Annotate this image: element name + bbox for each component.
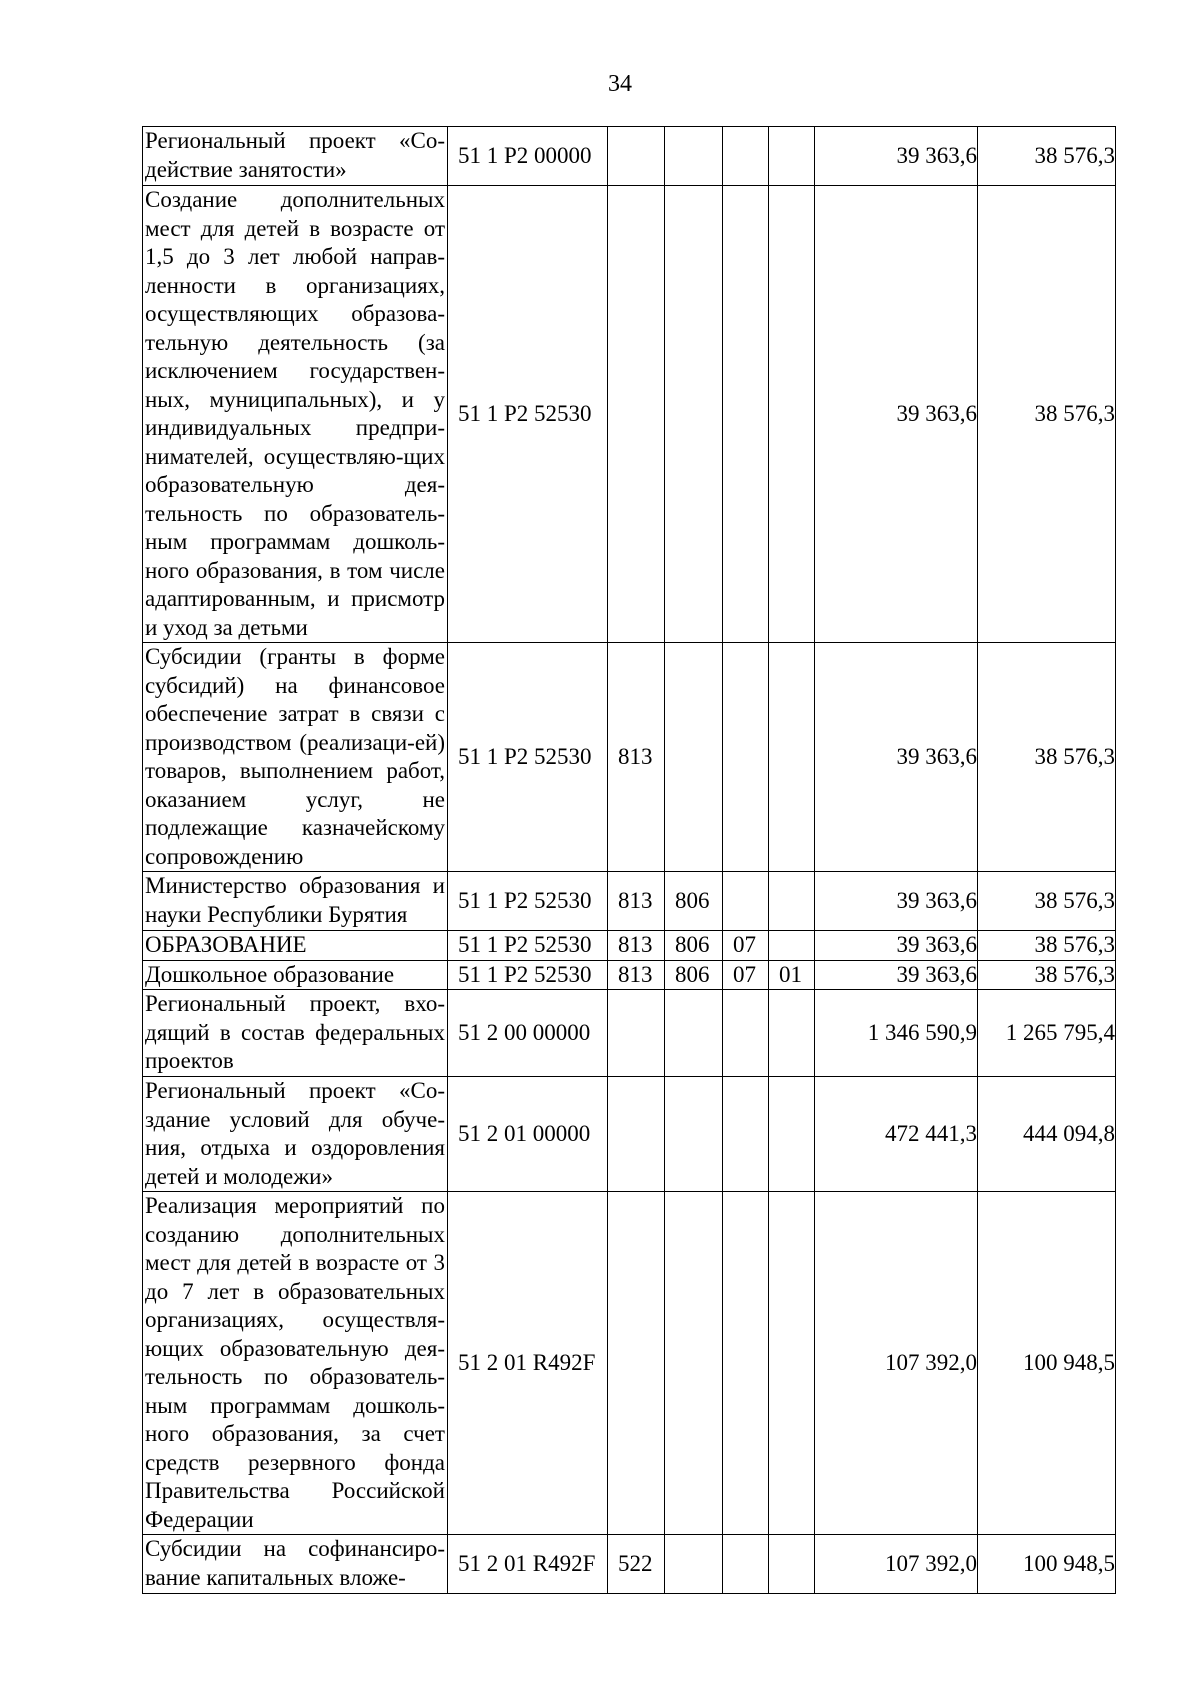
row-target-code: 51 1 P2 52530 xyxy=(448,872,608,931)
row-subsection xyxy=(769,931,815,961)
row-target-code: 51 2 01 00000 xyxy=(448,1077,608,1192)
row-sum-1: 39 363,6 xyxy=(815,127,978,186)
row-name: Региональный проект «Со-действие занятости» xyxy=(143,127,448,186)
row-expense-type: 813 xyxy=(608,643,665,872)
table-row xyxy=(143,1077,1116,1192)
row-grbs xyxy=(665,1077,723,1192)
row-subsection xyxy=(769,990,815,1077)
row-section xyxy=(723,872,769,931)
row-target-code: 51 2 00 00000 xyxy=(448,990,608,1077)
row-grbs: 806 xyxy=(665,960,723,990)
row-grbs xyxy=(665,1192,723,1535)
row-target-code: 51 1 P2 52530 xyxy=(448,960,608,990)
row-grbs xyxy=(665,990,723,1077)
row-sum-1: 39 363,6 xyxy=(815,643,978,872)
row-expense-type xyxy=(608,127,665,186)
row-name: Региональный проект «Со-здание условий для обуче-ния, отдыха и оздоровления детей и молодежи» xyxy=(143,1077,448,1192)
row-name: Создание дополнительных мест для детей в возрасте от 1,5 до 3 лет любой направ-ленности в организациях, осуществляющих образова-тельную деятельность (за исключением государствен-ных, муниципальных), и у индивидуальных предпри-нимателей, осуществляю-щих образовательную дея-тельность по образователь-ным программам дошколь-ного образования, в том числе адаптированным, и присмотр и уход за детьми xyxy=(143,186,448,643)
row-expense-type: 813 xyxy=(608,931,665,961)
row-sum-1: 39 363,6 xyxy=(815,960,978,990)
row-name: ОБРАЗОВАНИЕ xyxy=(143,931,448,961)
table-row xyxy=(143,1192,1116,1535)
row-grbs: 806 xyxy=(665,872,723,931)
table-row xyxy=(143,186,1116,643)
row-section xyxy=(723,1077,769,1192)
row-sum-1: 107 392,0 xyxy=(815,1535,978,1594)
row-subsection: 01 xyxy=(769,960,815,990)
row-sum-1: 107 392,0 xyxy=(815,1192,978,1535)
row-expense-type xyxy=(608,186,665,643)
row-name: Дошкольное образование xyxy=(143,960,448,990)
row-grbs xyxy=(665,643,723,872)
row-sum-2: 38 576,3 xyxy=(978,186,1116,643)
row-grbs: 806 xyxy=(665,931,723,961)
row-grbs xyxy=(665,127,723,186)
table-row xyxy=(143,127,1116,186)
table-row xyxy=(143,960,1116,990)
row-sum-2: 38 576,3 xyxy=(978,931,1116,961)
row-section xyxy=(723,1535,769,1594)
row-expense-type: 813 xyxy=(608,960,665,990)
row-target-code: 51 1 P2 52530 xyxy=(448,643,608,872)
row-subsection xyxy=(769,127,815,186)
row-subsection xyxy=(769,1535,815,1594)
table-row xyxy=(143,931,1116,961)
row-name: Реализация мероприятий по созданию дополнительных мест для детей в возрасте от 3 до 7 лет в образовательных организациях, осуществля-ющих образовательную дея-тельность по образователь-ным программам дошколь-ного образования, за счет средств резервного фонда Правительства Российской Федерации xyxy=(143,1192,448,1535)
row-subsection xyxy=(769,872,815,931)
row-sum-1: 39 363,6 xyxy=(815,186,978,643)
row-subsection xyxy=(769,186,815,643)
row-sum-2: 38 576,3 xyxy=(978,643,1116,872)
row-section xyxy=(723,990,769,1077)
row-sum-1: 1 346 590,9 xyxy=(815,990,978,1077)
row-subsection xyxy=(769,643,815,872)
row-expense-type xyxy=(608,990,665,1077)
row-target-code: 51 2 01 R492F xyxy=(448,1535,608,1594)
row-sum-2: 38 576,3 xyxy=(978,127,1116,186)
row-target-code: 51 1 P2 00000 xyxy=(448,127,608,186)
row-section: 07 xyxy=(723,931,769,961)
row-name: Министерство образования и науки Республики Бурятия xyxy=(143,872,448,931)
row-sum-1: 39 363,6 xyxy=(815,872,978,931)
row-sum-1: 472 441,3 xyxy=(815,1077,978,1192)
row-sum-2: 1 265 795,4 xyxy=(978,990,1116,1077)
row-expense-type: 813 xyxy=(608,872,665,931)
row-section xyxy=(723,186,769,643)
row-grbs xyxy=(665,1535,723,1594)
row-expense-type xyxy=(608,1077,665,1192)
row-name: Региональный проект, вхо-дящий в состав федеральных проектов xyxy=(143,990,448,1077)
row-name: Субсидии (гранты в форме субсидий) на финансовое обеспечение затрат в связи с производством (реализаци-ей) товаров, выполнением работ, оказанием услуг, не подлежащие казначейскому сопровождению xyxy=(143,643,448,872)
row-sum-2: 444 094,8 xyxy=(978,1077,1116,1192)
row-sum-2: 100 948,5 xyxy=(978,1192,1116,1535)
table-row xyxy=(143,643,1116,872)
row-expense-type: 522 xyxy=(608,1535,665,1594)
page-number: 34 xyxy=(608,71,632,97)
row-section: 07 xyxy=(723,960,769,990)
row-sum-2: 100 948,5 xyxy=(978,1535,1116,1594)
row-sum-2: 38 576,3 xyxy=(978,872,1116,931)
row-name: Субсидии на софинансиро-вание капитальных вложе- xyxy=(143,1535,448,1594)
row-section xyxy=(723,643,769,872)
row-target-code: 51 2 01 R492F xyxy=(448,1192,608,1535)
table-row xyxy=(143,1535,1116,1594)
row-subsection xyxy=(769,1192,815,1535)
row-grbs xyxy=(665,186,723,643)
row-section xyxy=(723,127,769,186)
table-row xyxy=(143,990,1116,1077)
row-section xyxy=(723,1192,769,1535)
row-expense-type xyxy=(608,1192,665,1535)
budget-table xyxy=(142,126,1116,1594)
row-target-code: 51 1 P2 52530 xyxy=(448,931,608,961)
table-row xyxy=(143,872,1116,931)
row-sum-2: 38 576,3 xyxy=(978,960,1116,990)
row-sum-1: 39 363,6 xyxy=(815,931,978,961)
row-target-code: 51 1 P2 52530 xyxy=(448,186,608,643)
row-subsection xyxy=(769,1077,815,1192)
